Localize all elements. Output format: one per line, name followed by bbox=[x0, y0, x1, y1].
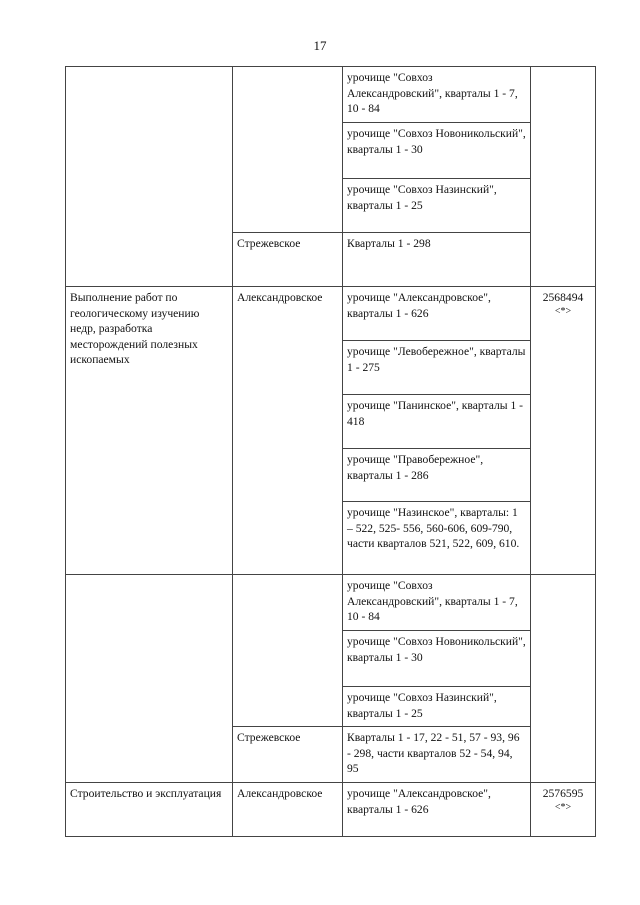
district-cell bbox=[233, 575, 343, 727]
forest-areas-table bbox=[65, 66, 596, 837]
table-row bbox=[66, 783, 596, 837]
code-footnote-ref: <*> bbox=[554, 801, 572, 813]
code-cell bbox=[531, 783, 596, 837]
territory-cell: урочище "Левобережное", кварталы 1 - 275 bbox=[343, 341, 531, 395]
district-cell bbox=[233, 67, 343, 233]
territory-cell: урочище "Совхоз Новоникольский", кварталы 1 - 30 bbox=[343, 631, 531, 687]
territory-cell: урочище "Совхоз Александровский", кварталы 1 - 7, 10 - 84 bbox=[343, 67, 531, 123]
territory-cell: урочище "Правобережное", кварталы 1 - 286 bbox=[343, 449, 531, 502]
table-row bbox=[66, 575, 596, 631]
code-cell bbox=[531, 575, 596, 783]
code-number: 2568494 bbox=[542, 291, 584, 304]
activity-cell: Строительство и эксплуатация bbox=[66, 783, 233, 837]
territory-cell: Кварталы 1 - 17, 22 - 51, 57 - 93, 96 - 298, части кварталов 52 - 54, 94, 95 bbox=[343, 727, 531, 783]
table-row bbox=[66, 287, 596, 341]
page-number: 17 bbox=[313, 38, 327, 53]
territory-cell: урочище "Александровское", кварталы 1 - 626 bbox=[343, 287, 531, 341]
code-cell bbox=[531, 67, 596, 287]
territory-cell: урочище "Александровское", кварталы 1 - 626 bbox=[343, 783, 531, 837]
district-cell: Стрежевское bbox=[233, 233, 343, 287]
district-cell: Александровское bbox=[233, 287, 343, 575]
activity-cell bbox=[66, 575, 233, 783]
territory-cell: урочище "Совхоз Назинский", кварталы 1 - 25 bbox=[343, 179, 531, 233]
territory-cell: урочище "Панинское", кварталы 1 - 418 bbox=[343, 395, 531, 449]
territory-cell: урочище "Совхоз Новоникольский", кварталы 1 - 30 bbox=[343, 123, 531, 179]
code-cell bbox=[531, 287, 596, 575]
table-row bbox=[66, 67, 596, 123]
activity-cell bbox=[66, 67, 233, 287]
code-footnote-ref: <*> bbox=[554, 305, 572, 317]
territory-cell: урочище "Совхоз Александровский", кварталы 1 - 7, 10 - 84 bbox=[343, 575, 531, 631]
activity-cell: Выполнение работ по геологическому изучению недр, разработка месторождений полезных ископаемых bbox=[66, 287, 233, 575]
territory-cell: урочище "Совхоз Назинский", кварталы 1 - 25 bbox=[343, 687, 531, 727]
district-cell: Стрежевское bbox=[233, 727, 343, 783]
district-cell: Александровское bbox=[233, 783, 343, 837]
code-number: 2576595 bbox=[542, 787, 584, 800]
territory-cell: Кварталы 1 - 298 bbox=[343, 233, 531, 287]
territory-cell: урочище "Назинское", кварталы: 1 – 522, 525- 556, 560-606, 609-790, части кварталов 521, 522, 609, 610. bbox=[343, 502, 531, 575]
